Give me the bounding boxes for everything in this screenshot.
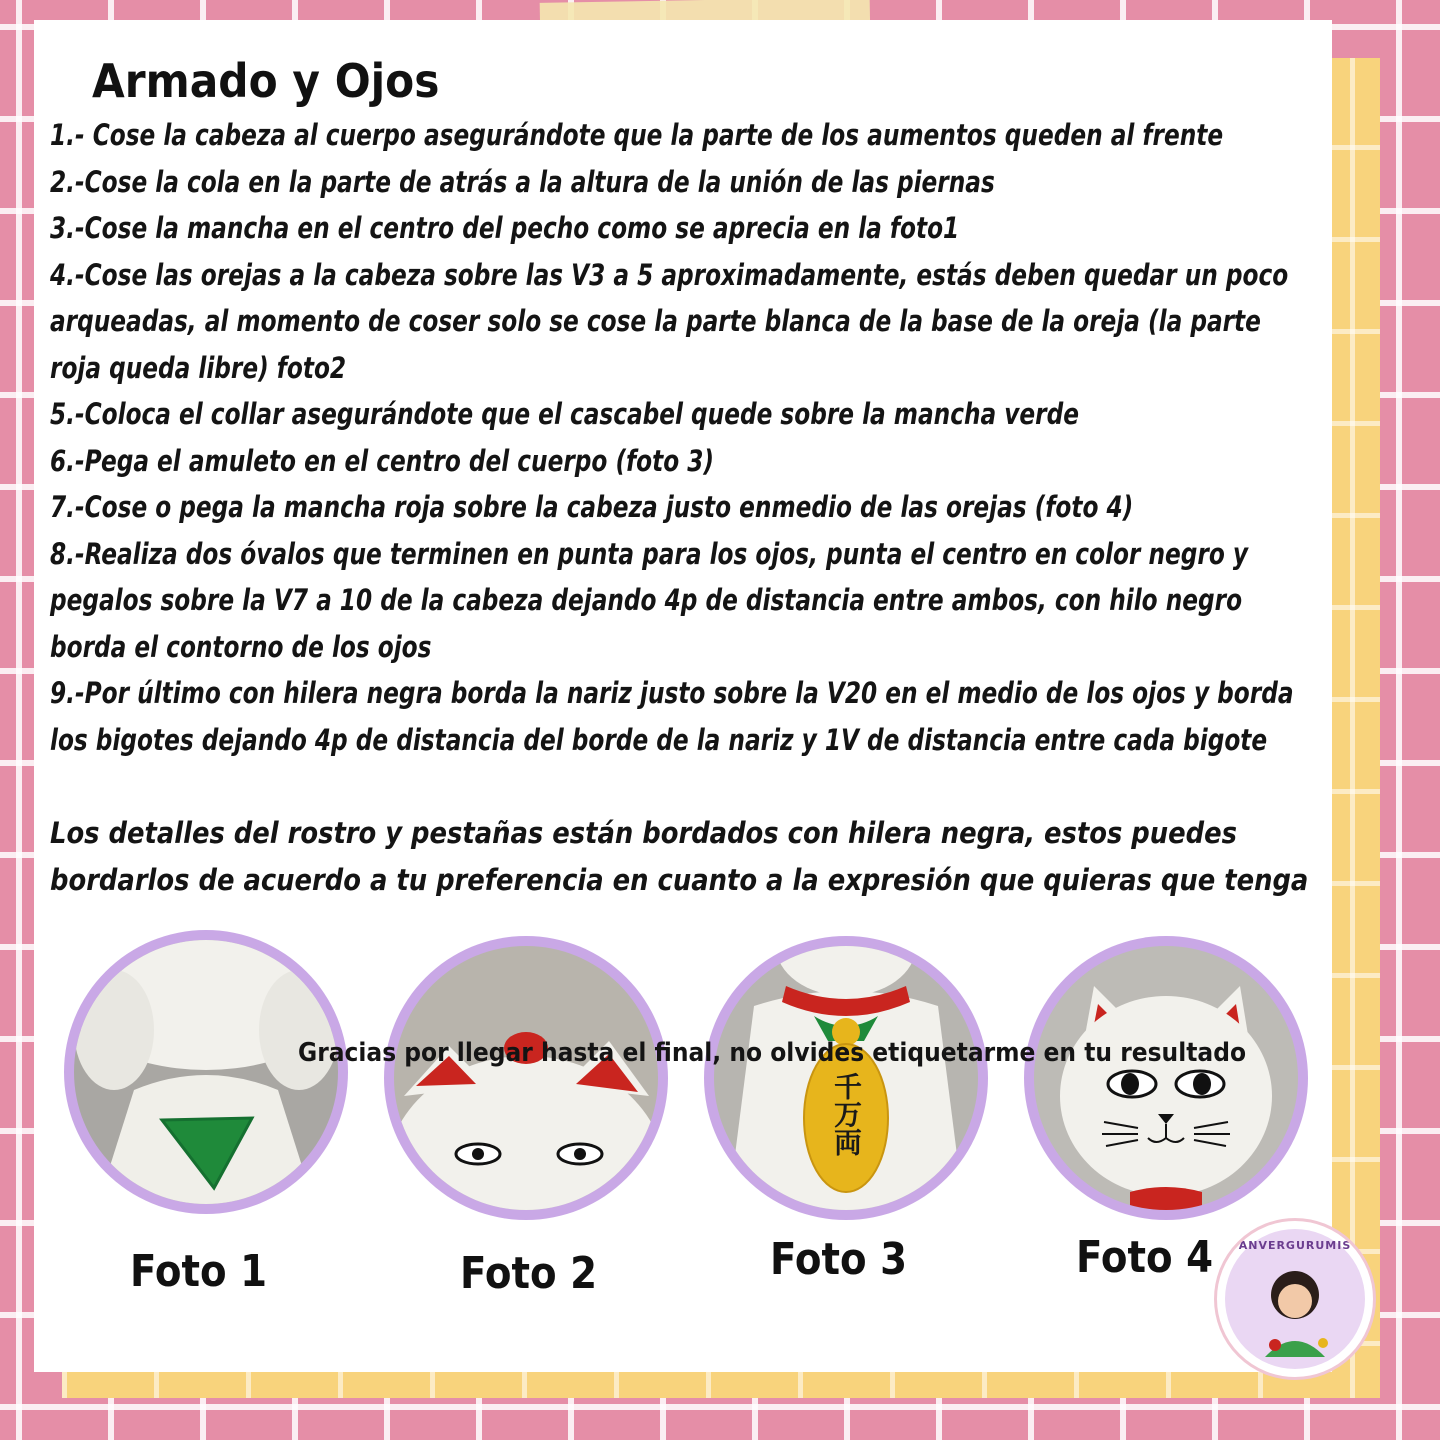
photo-3-image [714, 946, 978, 1210]
instruction-step: 2.-Cose la cola en la parte de atrás a la altura de la unión de las piernas [50, 164, 995, 199]
instruction-step: 3.-Cose la mancha en el centro del pecho como se aprecia en la foto1 [50, 211, 960, 245]
instruction-step: 9.-Por último con hilera negra borda la nariz justo sobre la V20 en el medio de los ojos y borda los bigotes dejando 4p de distancia del borde de la nariz y 1V de distancia entre cada bigote [50, 676, 1294, 757]
brand-logo [1214, 1218, 1376, 1380]
embroidery-note: Los detalles del rostro y pestañas están bordados con hilera negra, estos puedes bordarlos de acuerdo a tu preferencia en cuanto a la expresión que quieras que tenga [50, 816, 1309, 897]
photo-4-image [1034, 946, 1298, 1210]
amulet-text: 千万両 [830, 1072, 863, 1156]
photo-3 [704, 936, 988, 1220]
photo-2-caption: Foto 2 [460, 1248, 598, 1299]
page-title: Armado y Ojos [92, 54, 440, 108]
photo-4 [1024, 936, 1308, 1220]
crochet-face-illustration [1034, 946, 1298, 1210]
footer-message: Gracias por llegar hasta el final, no olvides etiquetarme en tu resultado [298, 1038, 1247, 1068]
photo-1 [64, 930, 348, 1214]
instruction-list [50, 112, 1314, 763]
instruction-step: 1.- Cose la cabeza al cuerpo asegurándote que la parte de los aumentos queden al frente [50, 118, 1224, 152]
content-paper [34, 20, 1332, 1372]
photo-3-caption: Foto 3 [770, 1234, 908, 1285]
instruction-step: 8.-Realiza dos óvalos que terminen en punta para los ojos, punta el centro en color negro y pegalos sobre la V7 a 10 de la cabeza dejando 4p de distancia entre ambos, con hilo negro borda el contorno de los ojos [50, 536, 1249, 664]
instruction-step: 5.-Coloca el collar asegurándote que el cascabel quede sobre la mancha verde [50, 397, 1079, 431]
instruction-step: 4.-Cose las orejas a la cabeza sobre las V3 a 5 aproximadamente, estás deben quedar un poco arqueadas, al momento de coser solo se cose la parte blanca de la base de la oreja (la parte roja queda libre) foto2 [50, 257, 1289, 385]
photo-2 [384, 936, 668, 1220]
photo-1-caption: Foto 1 [130, 1246, 268, 1297]
photo-2-image [394, 946, 658, 1210]
photo-1-image [74, 940, 338, 1204]
logo-badge [1225, 1229, 1365, 1369]
crochet-back-illustration [74, 940, 338, 1204]
instruction-step: 7.-Cose o pega la mancha roja sobre la cabeza justo enmedio de las orejas (foto 4) [50, 490, 1134, 524]
crochet-ears-illustration [394, 946, 658, 1210]
instruction-step: 6.-Pega el amuleto en el centro del cuerpo (foto 3) [50, 443, 715, 478]
photo-4-caption: Foto 4 [1076, 1232, 1214, 1283]
logo-name: ANVERGURUMIS [1238, 1239, 1352, 1252]
